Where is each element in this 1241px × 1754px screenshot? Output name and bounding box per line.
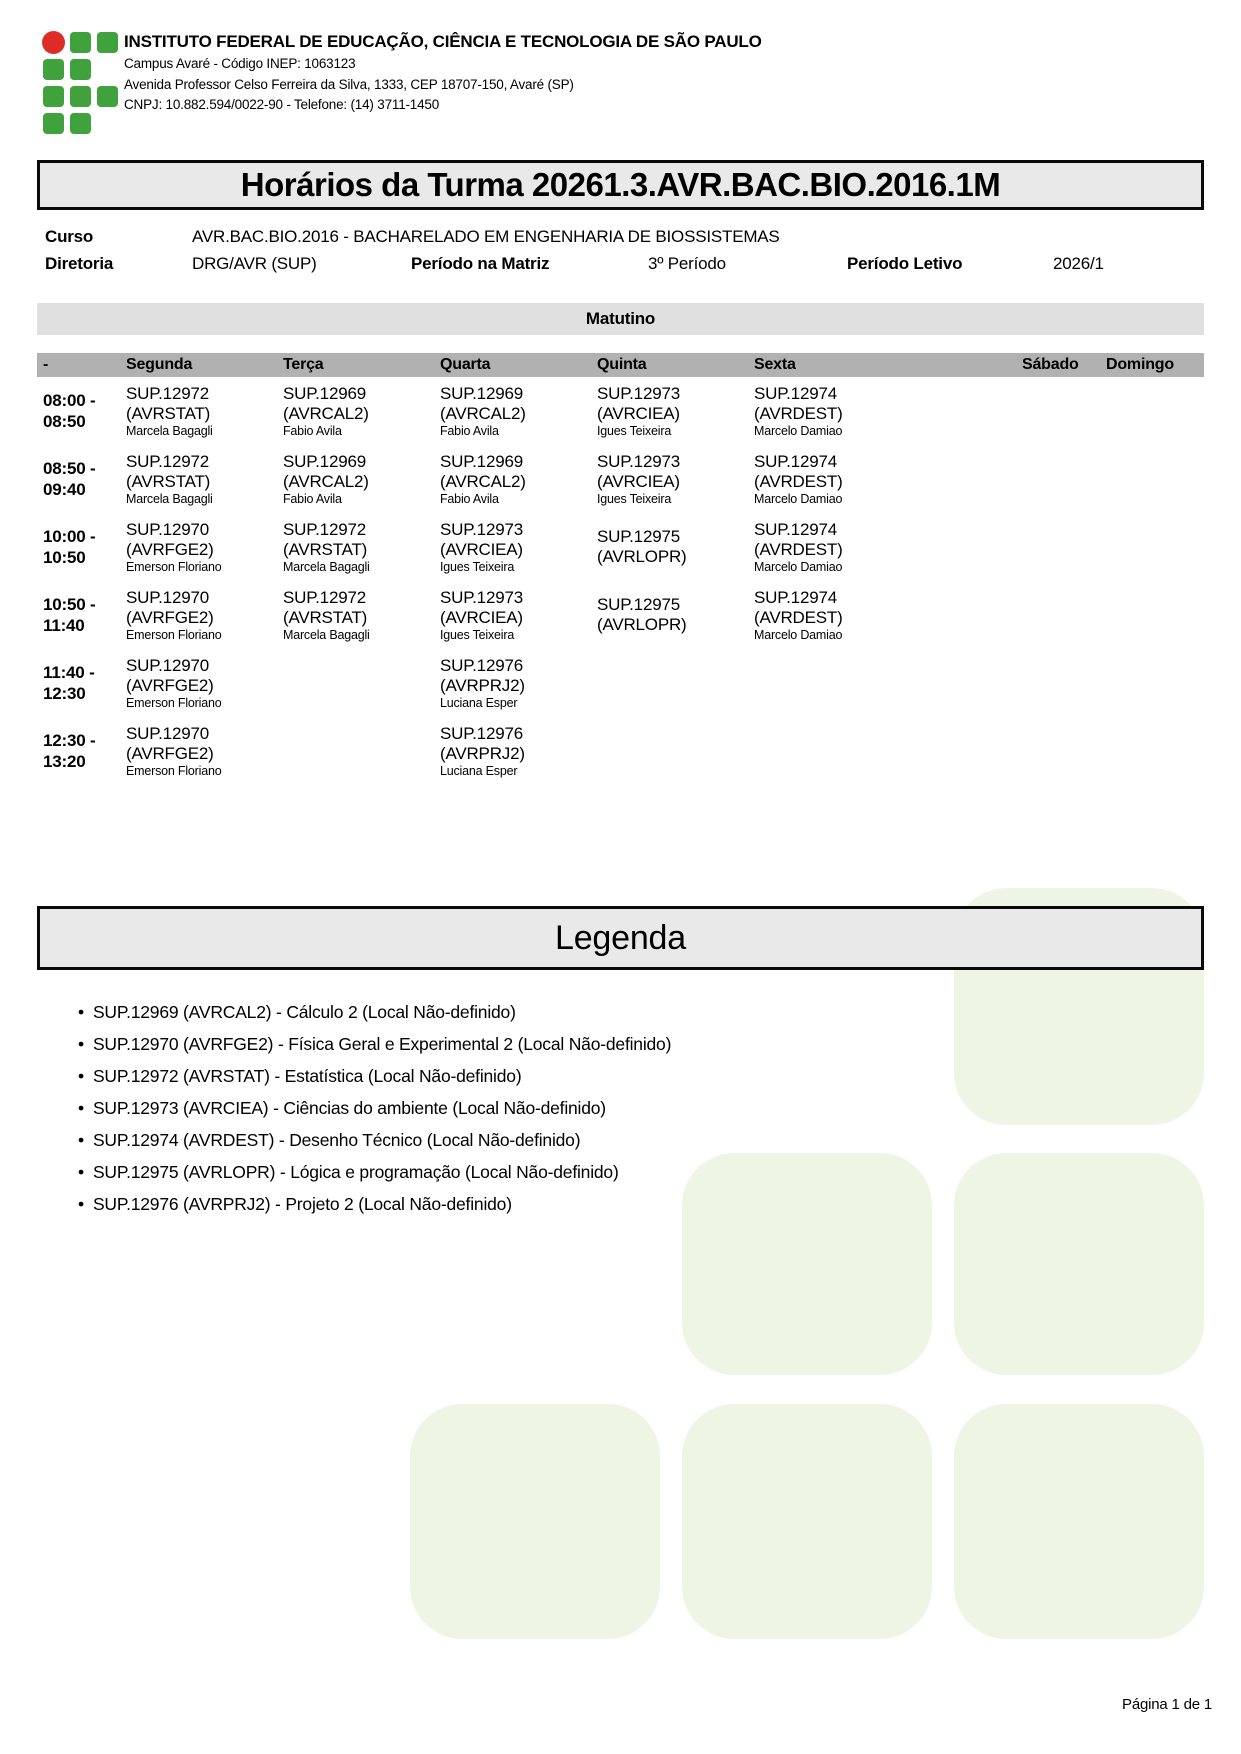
schedule-cell: SUP.12973 (AVRCIEA) Igues Teixeira <box>440 587 523 642</box>
time-slot: 08:00 - 08:50 <box>43 391 96 431</box>
bullet-icon: • <box>78 1002 84 1022</box>
schedule-cell-empty <box>1100 581 1204 649</box>
schedule-cell-empty <box>591 649 748 717</box>
schedule-cell: SUP.12972 (AVRSTAT) Marcela Bagagli <box>283 587 370 642</box>
bullet-icon: • <box>78 1194 84 1214</box>
schedule-table <box>37 353 1204 785</box>
campus-line: Campus Avaré - Código INEP: 1063123 <box>124 56 356 71</box>
legend-item: • SUP.12974 (AVRDEST) - Desenho Técnico (Local Não-definido) <box>78 1130 581 1150</box>
schedule-cell: SUP.12970 (AVRFGE2) Emerson Floriano <box>126 519 222 574</box>
time-slot: 11:40 - 12:30 <box>43 663 95 703</box>
schedule-cell: SUP.12970 (AVRFGE2) Emerson Floriano <box>126 655 222 710</box>
curso-label: Curso <box>45 227 94 246</box>
legend-item: • SUP.12975 (AVRLOPR) - Lógica e programação (Local Não-definido) <box>78 1162 619 1182</box>
schedule-cell: SUP.12975 (AVRLOPR) <box>597 527 687 566</box>
bullet-icon: • <box>78 1130 84 1150</box>
schedule-cell: SUP.12970 (AVRFGE2) Emerson Floriano <box>126 587 222 642</box>
watermark-square <box>954 1404 1204 1639</box>
time-slot: 08:50 - 09:40 <box>43 459 96 499</box>
schedule-cell: SUP.12972 (AVRSTAT) Marcela Bagagli <box>283 519 370 574</box>
logo-square-icon <box>70 113 91 134</box>
logo-square-icon <box>43 86 64 107</box>
time-slot: 10:50 - 11:40 <box>43 595 96 635</box>
schedule-cell-empty <box>1100 513 1204 581</box>
schedule-cell-empty <box>1016 717 1100 785</box>
diretoria-row <box>0 254 1241 276</box>
schedule-cell-empty <box>1016 445 1100 513</box>
schedule-cell-empty <box>1016 377 1100 445</box>
schedule-cell: SUP.12973 (AVRCIEA) Igues Teixeira <box>597 451 680 506</box>
schedule-cell-empty <box>591 717 748 785</box>
legend-item: • SUP.12972 (AVRSTAT) - Estatística (Local Não-definido) <box>78 1066 522 1086</box>
logo-square-icon <box>43 113 64 134</box>
logo-square-icon <box>97 32 118 53</box>
schedule-cell-empty <box>1016 649 1100 717</box>
schedule-header-row <box>37 353 1204 377</box>
col-header-segunda: Segunda <box>120 353 277 377</box>
schedule-cell-empty <box>748 649 1016 717</box>
col-header-quinta: Quinta <box>591 353 748 377</box>
legend-box <box>37 906 1204 970</box>
schedule-cell-empty <box>277 717 434 785</box>
periodo-letivo-label: Período Letivo <box>847 254 963 273</box>
schedule-row <box>37 377 1204 445</box>
schedule-cell: SUP.12976 (AVRPRJ2) Luciana Esper <box>440 723 525 778</box>
ifsp-logo <box>37 26 127 141</box>
schedule-cell: SUP.12974 (AVRDEST) Marcelo Damiao <box>754 587 843 642</box>
legend-list <box>78 996 671 1220</box>
legend-title: Legenda <box>555 919 686 957</box>
col-header-terca: Terça <box>277 353 434 377</box>
schedule-cell-empty <box>1016 513 1100 581</box>
bullet-icon: • <box>78 1034 84 1054</box>
diretoria-value: DRG/AVR (SUP) <box>192 254 317 273</box>
legend-item: • SUP.12973 (AVRCIEA) - Ciências do ambiente (Local Não-definido) <box>78 1098 606 1118</box>
col-header-sabado: Sábado <box>1016 353 1100 377</box>
logo-square-icon <box>43 59 64 80</box>
schedule-cell: SUP.12969 (AVRCAL2) Fabio Avila <box>440 451 526 506</box>
schedule-cell-empty <box>1100 717 1204 785</box>
col-header-domingo: Domingo <box>1100 353 1204 377</box>
bullet-icon: • <box>78 1066 84 1086</box>
logo-square-icon <box>70 32 91 53</box>
schedule-row <box>37 445 1204 513</box>
legend-item: • SUP.12969 (AVRCAL2) - Cálculo 2 (Local Não-definido) <box>78 1002 516 1022</box>
curso-value: AVR.BAC.BIO.2016 - BACHARELADO EM ENGENHARIA DE BIOSSISTEMAS <box>192 227 780 246</box>
watermark-square <box>410 1404 660 1639</box>
logo-circle-icon <box>42 31 65 54</box>
schedule-cell: SUP.12969 (AVRCAL2) Fabio Avila <box>440 383 526 438</box>
time-slot: 12:30 - 13:20 <box>43 731 96 771</box>
col-header-quarta: Quarta <box>434 353 591 377</box>
schedule-cell: SUP.12976 (AVRPRJ2) Luciana Esper <box>440 655 525 710</box>
schedule-cell: SUP.12974 (AVRDEST) Marcelo Damiao <box>754 519 843 574</box>
schedule-cell: SUP.12974 (AVRDEST) Marcelo Damiao <box>754 383 843 438</box>
periodo-matriz-label: Período na Matriz <box>411 254 550 273</box>
curso-row <box>0 227 1241 249</box>
schedule-row <box>37 717 1204 785</box>
schedule-cell-empty <box>1100 445 1204 513</box>
diretoria-label: Diretoria <box>45 254 114 273</box>
schedule-row <box>37 581 1204 649</box>
periodo-letivo-value: 2026/1 <box>1053 254 1104 273</box>
schedule-cell-empty <box>1100 649 1204 717</box>
schedule-cell-empty <box>1016 581 1100 649</box>
schedule-cell-empty <box>1100 377 1204 445</box>
logo-square-icon <box>70 59 91 80</box>
col-header-sexta: Sexta <box>748 353 1016 377</box>
schedule-cell: SUP.12969 (AVRCAL2) Fabio Avila <box>283 383 369 438</box>
bullet-icon: • <box>78 1098 84 1118</box>
schedule-cell: SUP.12972 (AVRSTAT) Marcela Bagagli <box>126 451 213 506</box>
logo-square-icon <box>97 86 118 107</box>
schedule-cell: SUP.12974 (AVRDEST) Marcelo Damiao <box>754 451 843 506</box>
schedule-row <box>37 649 1204 717</box>
schedule-cell: SUP.12972 (AVRSTAT) Marcela Bagagli <box>126 383 213 438</box>
logo-square-icon <box>70 86 91 107</box>
schedule-cell: SUP.12975 (AVRLOPR) <box>597 595 687 634</box>
periodo-matriz-value: 3º Período <box>648 254 726 273</box>
bullet-icon: • <box>78 1162 84 1182</box>
institution-header <box>124 30 762 116</box>
schedule-cell-empty <box>277 649 434 717</box>
watermark-square <box>682 1404 932 1639</box>
legend-item: • SUP.12976 (AVRPRJ2) - Projeto 2 (Local Não-definido) <box>78 1194 512 1214</box>
cnpj-line: CNPJ: 10.882.594/0022-90 - Telefone: (14) 3711-1450 <box>124 97 440 112</box>
institution-name: INSTITUTO FEDERAL DE EDUCAÇÃO, CIÊNCIA E TECNOLOGIA DE SÃO PAULO <box>124 32 762 51</box>
schedule-cell-empty <box>748 717 1016 785</box>
time-slot: 10:00 - 10:50 <box>43 527 96 567</box>
col-header-time: - <box>37 353 120 377</box>
schedule-cell: SUP.12970 (AVRFGE2) Emerson Floriano <box>126 723 222 778</box>
schedule-cell: SUP.12973 (AVRCIEA) Igues Teixeira <box>440 519 523 574</box>
watermark-square <box>954 1153 1204 1375</box>
title-box <box>37 160 1204 210</box>
schedule-cell: SUP.12973 (AVRCIEA) Igues Teixeira <box>597 383 680 438</box>
watermark-square <box>682 1153 932 1375</box>
schedule-row <box>37 513 1204 581</box>
address-line: Avenida Professor Celso Ferreira da Silva, 1333, CEP 18707-150, Avaré (SP) <box>124 76 574 92</box>
page-number: Página 1 de 1 <box>1122 1696 1212 1713</box>
legend-item: • SUP.12970 (AVRFGE2) - Física Geral e Experimental 2 (Local Não-definido) <box>78 1034 672 1054</box>
page-title: Horários da Turma 20261.3.AVR.BAC.BIO.2016.1M <box>240 166 1001 203</box>
schedule-cell: SUP.12969 (AVRCAL2) Fabio Avila <box>283 451 369 506</box>
shift-bar: Matutino <box>37 303 1204 335</box>
